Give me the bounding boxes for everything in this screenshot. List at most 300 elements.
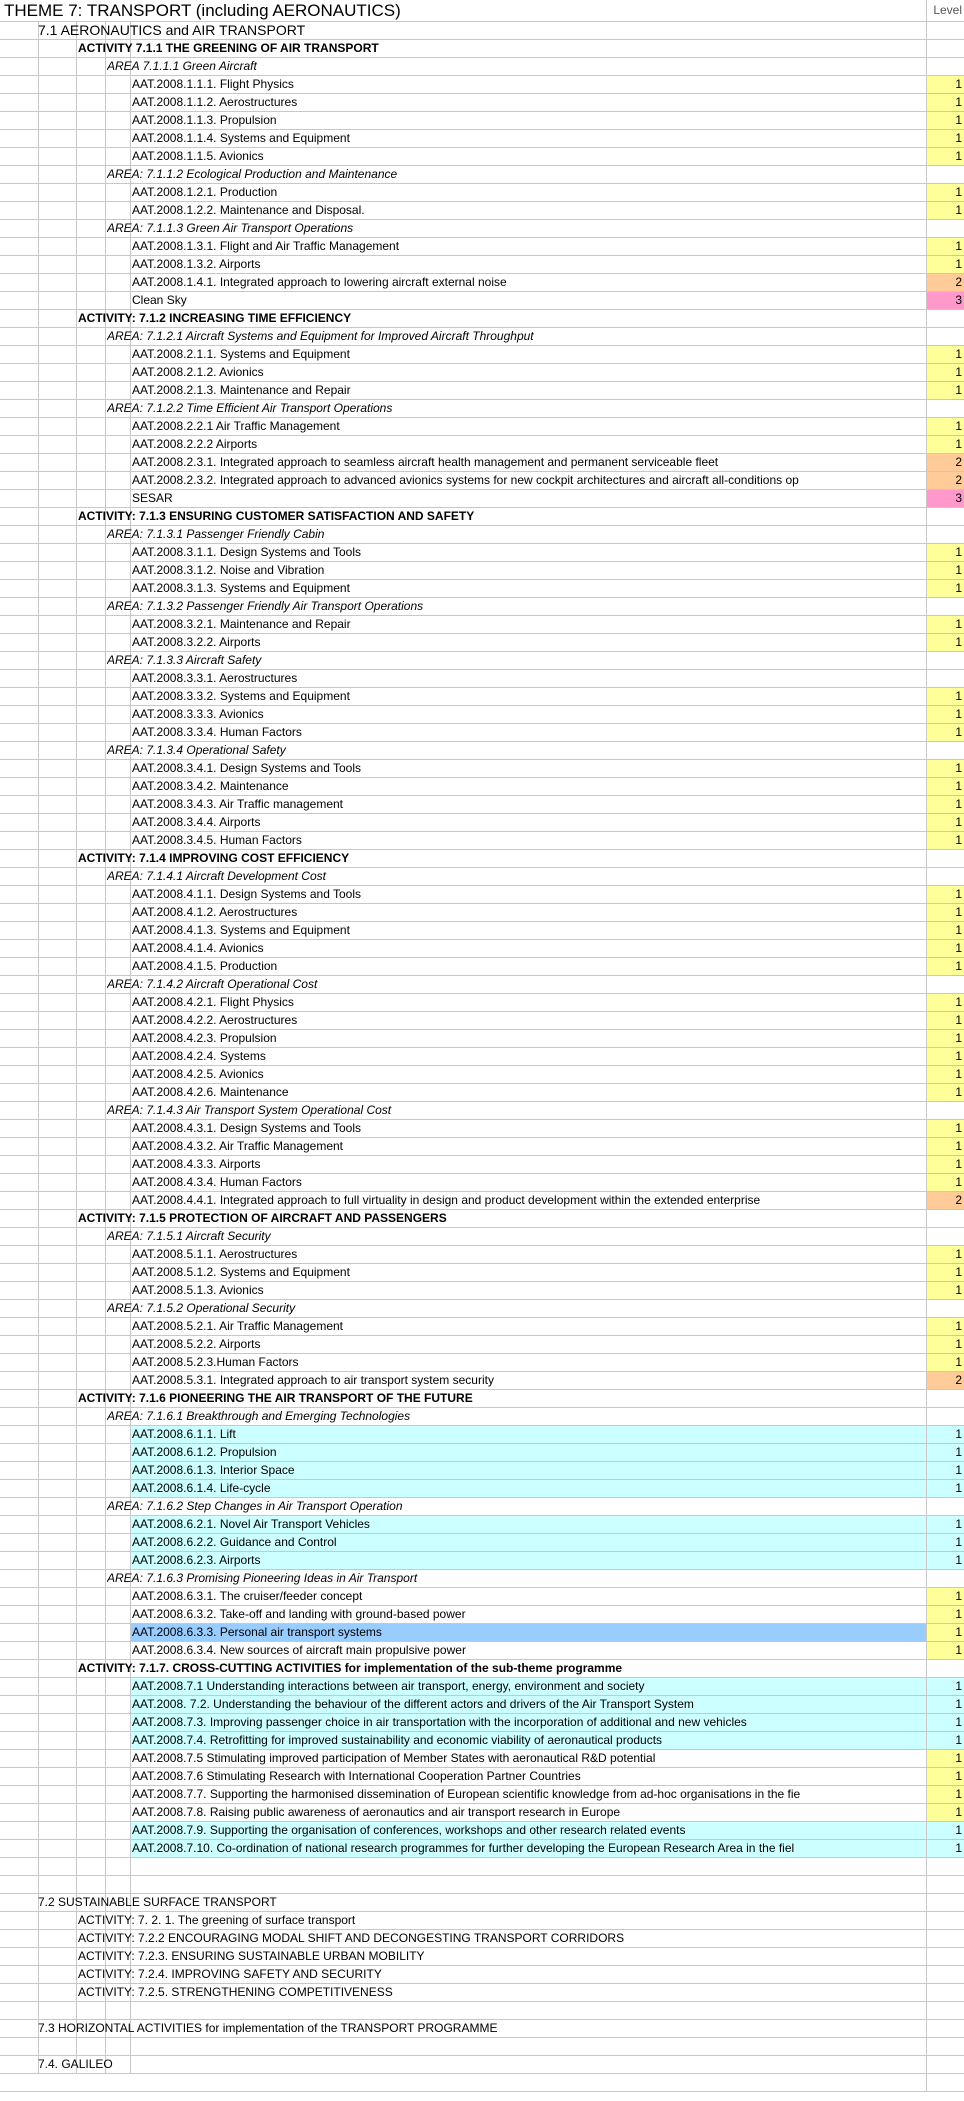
level-cell[interactable]: 3 (926, 490, 964, 507)
level-cell[interactable]: 1 (926, 1480, 964, 1497)
area-row[interactable] (0, 652, 964, 670)
activity-row[interactable] (0, 850, 964, 868)
topic-row[interactable] (0, 634, 964, 652)
level-cell[interactable] (926, 1390, 964, 1407)
topic-row[interactable] (0, 1354, 964, 1372)
column-gridline (76, 310, 77, 327)
topic-row[interactable] (0, 940, 964, 958)
level-cell[interactable]: 1 (926, 616, 964, 633)
level-cell[interactable] (926, 310, 964, 327)
column-gridline (130, 1786, 131, 1803)
column-gridline (38, 1102, 39, 1119)
level-cell[interactable] (926, 166, 964, 183)
level-cell[interactable] (926, 1408, 964, 1425)
topic-row[interactable] (0, 1192, 964, 1210)
level-cell[interactable]: 1 (926, 94, 964, 111)
level-cell[interactable]: 1 (926, 1138, 964, 1155)
column-gridline (38, 760, 39, 777)
section-row[interactable] (0, 1894, 964, 1912)
topic-row[interactable] (0, 1372, 964, 1390)
level-cell[interactable]: 1 (926, 1066, 964, 1083)
topic-row[interactable] (0, 1156, 964, 1174)
level-cell[interactable] (926, 1894, 964, 1911)
level-cell[interactable]: 1 (926, 1822, 964, 1839)
topic-row[interactable] (0, 256, 964, 274)
level-cell[interactable]: 1 (926, 1426, 964, 1443)
level-cell[interactable] (926, 1930, 964, 1947)
row-label: AAT.2008.4.2.4. Systems (132, 1049, 266, 1063)
topic-row[interactable] (0, 1732, 964, 1750)
level-cell[interactable]: 1 (926, 436, 964, 453)
topic-row[interactable] (0, 1048, 964, 1066)
area-row[interactable] (0, 1408, 964, 1426)
column-gridline (38, 1876, 39, 1893)
topic-row[interactable] (0, 922, 964, 940)
column-gridline (76, 1066, 77, 1083)
level-cell[interactable] (926, 598, 964, 615)
level-cell[interactable] (926, 652, 964, 669)
topic-row[interactable] (0, 94, 964, 112)
topic-row[interactable] (0, 274, 964, 292)
level-cell[interactable]: 1 (926, 1156, 964, 1173)
column-gridline (76, 418, 77, 435)
column-gridline (130, 1552, 131, 1569)
empty-row[interactable] (0, 2074, 964, 2092)
area-row[interactable] (0, 166, 964, 184)
topic-row[interactable] (0, 184, 964, 202)
topic-row[interactable] (0, 238, 964, 256)
topic-row[interactable] (0, 796, 964, 814)
blank-row[interactable] (0, 2038, 964, 2056)
level-cell[interactable] (926, 670, 964, 687)
column-gridline (130, 1336, 131, 1353)
area-row[interactable] (0, 1102, 964, 1120)
level-cell[interactable]: 1 (926, 1120, 964, 1137)
level-cell[interactable]: 1 (926, 1336, 964, 1353)
level-cell[interactable] (926, 850, 964, 867)
level-cell[interactable]: 1 (926, 1804, 964, 1821)
column-gridline (130, 832, 131, 849)
level-cell[interactable]: 1 (926, 148, 964, 165)
level-cell[interactable] (926, 40, 964, 57)
level-cell[interactable]: 1 (926, 346, 964, 363)
level-cell[interactable] (926, 1228, 964, 1245)
topic-row[interactable] (0, 1624, 964, 1642)
level-cell[interactable]: 1 (926, 1768, 964, 1785)
level-cell[interactable]: 1 (926, 1552, 964, 1569)
level-cell[interactable]: 1 (926, 1714, 964, 1731)
topic-row[interactable] (0, 1462, 964, 1480)
column-gridline (38, 2002, 39, 2019)
topic-row[interactable] (0, 1696, 964, 1714)
activity-row[interactable] (0, 310, 964, 328)
level-cell[interactable] (926, 1660, 964, 1677)
level-cell[interactable] (926, 1876, 964, 1893)
activity-row[interactable] (0, 1912, 964, 1930)
level-cell[interactable]: 1 (926, 1840, 964, 1857)
level-cell[interactable]: 2 (926, 454, 964, 471)
level-cell[interactable] (926, 2074, 964, 2091)
column-gridline (105, 1462, 106, 1479)
column-gridline (76, 580, 77, 597)
level-cell[interactable]: 1 (926, 1786, 964, 1803)
level-cell[interactable] (926, 2038, 964, 2055)
level-cell[interactable]: 1 (926, 778, 964, 795)
column-gridline (130, 1876, 131, 1893)
level-column-header[interactable]: Level (926, 0, 964, 21)
level-cell[interactable]: 3 (926, 292, 964, 309)
column-gridline (105, 1552, 106, 1569)
level-cell[interactable]: 1 (926, 1732, 964, 1749)
level-cell[interactable] (926, 1858, 964, 1875)
level-cell[interactable]: 1 (926, 382, 964, 399)
column-gridline (76, 1804, 77, 1821)
topic-row[interactable] (0, 544, 964, 562)
column-gridline (76, 814, 77, 831)
column-gridline (105, 994, 106, 1011)
activity-row[interactable] (0, 1966, 964, 1984)
topic-row[interactable] (0, 1714, 964, 1732)
level-cell[interactable]: 1 (926, 1354, 964, 1371)
topic-row[interactable] (0, 418, 964, 436)
topic-row[interactable] (0, 580, 964, 598)
topic-row[interactable] (0, 1768, 964, 1786)
topic-row[interactable] (0, 886, 964, 904)
level-cell[interactable]: 1 (926, 958, 964, 975)
level-cell[interactable] (926, 328, 964, 345)
topic-row[interactable] (0, 436, 964, 454)
topic-row[interactable] (0, 454, 964, 472)
topic-row[interactable] (0, 1030, 964, 1048)
topic-row[interactable] (0, 832, 964, 850)
level-cell[interactable]: 1 (926, 580, 964, 597)
topic-row[interactable] (0, 1678, 964, 1696)
row-label: AAT.2008.4.3.4. Human Factors (132, 1175, 302, 1189)
level-cell[interactable] (926, 1570, 964, 1587)
row-label: AAT.2008.4.3.3. Airports (132, 1157, 261, 1171)
area-row[interactable] (0, 220, 964, 238)
level-cell[interactable]: 1 (926, 994, 964, 1011)
topic-row[interactable] (0, 724, 964, 742)
area-row[interactable] (0, 868, 964, 886)
level-cell[interactable] (926, 2056, 964, 2073)
activity-row[interactable] (0, 40, 964, 58)
column-gridline (130, 1588, 131, 1605)
topic-row[interactable] (0, 1012, 964, 1030)
column-gridline (105, 976, 106, 993)
level-cell[interactable] (926, 22, 964, 39)
level-cell[interactable]: 1 (926, 256, 964, 273)
column-gridline (130, 1372, 131, 1389)
level-cell[interactable] (926, 400, 964, 417)
activity-row[interactable] (0, 1948, 964, 1966)
column-gridline (76, 1156, 77, 1173)
level-cell[interactable]: 1 (926, 940, 964, 957)
area-row[interactable] (0, 1228, 964, 1246)
column-gridline (38, 1210, 39, 1227)
level-cell[interactable]: 2 (926, 1372, 964, 1389)
level-cell[interactable] (926, 526, 964, 543)
level-cell[interactable]: 1 (926, 1516, 964, 1533)
column-gridline (105, 346, 106, 363)
topic-row[interactable] (0, 1750, 964, 1768)
column-gridline (76, 1858, 77, 1875)
area-row[interactable] (0, 598, 964, 616)
topic-row[interactable] (0, 616, 964, 634)
column-gridline (130, 1678, 131, 1695)
topic-row[interactable] (0, 1552, 964, 1570)
level-cell[interactable] (926, 1966, 964, 1983)
topic-row[interactable] (0, 76, 964, 94)
topic-row[interactable] (0, 778, 964, 796)
level-cell[interactable]: 1 (926, 1246, 964, 1263)
level-cell[interactable]: 2 (926, 472, 964, 489)
topic-row[interactable] (0, 760, 964, 778)
level-cell[interactable]: 1 (926, 886, 964, 903)
level-cell[interactable]: 1 (926, 634, 964, 651)
level-cell[interactable]: 1 (926, 184, 964, 201)
level-cell[interactable]: 1 (926, 1462, 964, 1479)
topic-row[interactable] (0, 1246, 964, 1264)
topic-row[interactable] (0, 1516, 964, 1534)
area-row[interactable] (0, 1498, 964, 1516)
area-row[interactable] (0, 976, 964, 994)
column-gridline (130, 1048, 131, 1065)
topic-row[interactable] (0, 1336, 964, 1354)
topic-row[interactable] (0, 904, 964, 922)
activity-row[interactable] (0, 1660, 964, 1678)
topic-row[interactable] (0, 814, 964, 832)
level-cell[interactable]: 1 (926, 1030, 964, 1047)
level-cell[interactable]: 1 (926, 1318, 964, 1335)
level-cell[interactable]: 1 (926, 760, 964, 777)
column-gridline (38, 184, 39, 201)
level-cell[interactable]: 1 (926, 1588, 964, 1605)
activity-row[interactable] (0, 508, 964, 526)
topic-row[interactable] (0, 562, 964, 580)
level-cell[interactable]: 1 (926, 1624, 964, 1641)
level-cell[interactable]: 1 (926, 1282, 964, 1299)
row-label: AREA: 7.1.3.4 Operational Safety (107, 743, 286, 757)
level-cell[interactable]: 1 (926, 1174, 964, 1191)
level-cell[interactable]: 1 (926, 238, 964, 255)
row-label: AREA: 7.1.2.2 Time Efficient Air Transport Operations (107, 401, 393, 415)
column-gridline (105, 724, 106, 741)
topic-row[interactable] (0, 1066, 964, 1084)
row-label: AAT.2008.1.4.1. Integrated approach to lowering aircraft external noise (132, 275, 507, 289)
column-gridline (76, 958, 77, 975)
topic-row[interactable] (0, 958, 964, 976)
topic-row[interactable] (0, 292, 964, 310)
column-gridline (38, 778, 39, 795)
column-gridline (130, 1624, 131, 1641)
row-label: AAT.2008.1.3.2. Airports (132, 257, 261, 271)
topic-row[interactable] (0, 1174, 964, 1192)
column-gridline (130, 1534, 131, 1551)
activity-row[interactable] (0, 1984, 964, 2002)
blank-row[interactable] (0, 1858, 964, 1876)
area-row[interactable] (0, 526, 964, 544)
level-cell[interactable]: 1 (926, 1048, 964, 1065)
column-gridline (105, 94, 106, 111)
row-label: AAT.2008.5.1.2. Systems and Equipment (132, 1265, 350, 1279)
level-cell[interactable]: 1 (926, 706, 964, 723)
row-label: AAT.2008.6.2.2. Guidance and Control (132, 1535, 337, 1549)
topic-row[interactable] (0, 1264, 964, 1282)
row-label: AAT.2008.4.3.1. Design Systems and Tools (132, 1121, 362, 1135)
column-gridline (76, 1516, 77, 1533)
level-cell[interactable]: 1 (926, 688, 964, 705)
level-cell[interactable]: 1 (926, 418, 964, 435)
level-cell[interactable]: 1 (926, 724, 964, 741)
level-cell[interactable]: 1 (926, 1606, 964, 1623)
level-cell[interactable] (926, 2002, 964, 2019)
level-cell[interactable] (926, 1498, 964, 1515)
level-cell[interactable] (926, 1210, 964, 1227)
topic-row[interactable] (0, 1282, 964, 1300)
column-gridline (105, 1372, 106, 1389)
column-gridline (130, 1732, 131, 1749)
column-gridline (38, 922, 39, 939)
topic-row[interactable] (0, 202, 964, 220)
level-cell[interactable] (926, 1948, 964, 1965)
topic-row[interactable] (0, 490, 964, 508)
level-cell[interactable] (926, 742, 964, 759)
level-cell[interactable]: 1 (926, 1534, 964, 1551)
area-row[interactable] (0, 58, 964, 76)
column-gridline (38, 1804, 39, 1821)
level-cell[interactable] (926, 1300, 964, 1317)
level-cell[interactable] (926, 1912, 964, 1929)
topic-row[interactable] (0, 1480, 964, 1498)
row-label: AAT.2008.3.3.2. Systems and Equipment (132, 689, 350, 703)
topic-row[interactable] (0, 1138, 964, 1156)
topic-row[interactable] (0, 1318, 964, 1336)
area-row[interactable] (0, 328, 964, 346)
activity-row[interactable] (0, 1390, 964, 1408)
level-cell[interactable] (926, 868, 964, 885)
area-row[interactable] (0, 1570, 964, 1588)
topic-row[interactable] (0, 1534, 964, 1552)
row-label: 7.1 AERONAUTICS and AIR TRANSPORT (38, 22, 306, 38)
level-cell[interactable] (926, 1984, 964, 2001)
column-gridline (38, 724, 39, 741)
level-cell[interactable]: 1 (926, 364, 964, 381)
level-cell[interactable]: 1 (926, 1750, 964, 1767)
activity-row[interactable] (0, 1210, 964, 1228)
topic-row[interactable] (0, 1426, 964, 1444)
topic-row[interactable] (0, 346, 964, 364)
level-cell[interactable]: 1 (926, 130, 964, 147)
topic-row[interactable] (0, 364, 964, 382)
topic-row[interactable] (0, 148, 964, 166)
topic-row[interactable] (0, 688, 964, 706)
column-gridline (76, 1318, 77, 1335)
level-cell[interactable]: 1 (926, 112, 964, 129)
column-gridline (38, 706, 39, 723)
topic-row[interactable] (0, 1120, 964, 1138)
topic-row[interactable] (0, 130, 964, 148)
topic-row[interactable] (0, 1840, 964, 1858)
level-cell[interactable]: 1 (926, 76, 964, 93)
column-gridline (105, 1246, 106, 1263)
level-cell[interactable]: 2 (926, 1192, 964, 1209)
level-cell[interactable] (926, 976, 964, 993)
theme-row[interactable] (0, 0, 964, 22)
topic-row[interactable] (0, 706, 964, 724)
level-cell[interactable]: 1 (926, 922, 964, 939)
section-row[interactable] (0, 2020, 964, 2038)
column-gridline (38, 112, 39, 129)
level-cell[interactable]: 1 (926, 1696, 964, 1713)
level-cell[interactable] (926, 58, 964, 75)
section-row[interactable] (0, 22, 964, 40)
blank-row[interactable] (0, 1876, 964, 1894)
topic-row[interactable] (0, 1822, 964, 1840)
section-row[interactable] (0, 2056, 964, 2074)
column-gridline (38, 688, 39, 705)
level-cell[interactable] (926, 220, 964, 237)
level-cell[interactable]: 1 (926, 1678, 964, 1695)
column-gridline (105, 148, 106, 165)
level-cell[interactable]: 1 (926, 562, 964, 579)
topic-row[interactable] (0, 1588, 964, 1606)
level-cell[interactable]: 1 (926, 796, 964, 813)
topic-row[interactable] (0, 1804, 964, 1822)
level-cell[interactable]: 1 (926, 1084, 964, 1101)
column-gridline (105, 1804, 106, 1821)
topic-row[interactable] (0, 1444, 964, 1462)
level-cell[interactable]: 2 (926, 274, 964, 291)
level-cell[interactable]: 1 (926, 814, 964, 831)
topic-row[interactable] (0, 382, 964, 400)
area-row[interactable] (0, 742, 964, 760)
topic-row[interactable] (0, 472, 964, 490)
topic-row[interactable] (0, 994, 964, 1012)
row-label: AAT.2008.5.2.3.Human Factors (132, 1355, 299, 1369)
topic-row[interactable] (0, 670, 964, 688)
row-label: ACTIVITY: 7. 2. 1. The greening of surface transport (78, 1913, 356, 1927)
level-cell[interactable] (926, 508, 964, 525)
column-gridline (105, 922, 106, 939)
level-cell[interactable]: 1 (926, 832, 964, 849)
topic-row[interactable] (0, 1642, 964, 1660)
topic-row[interactable] (0, 1606, 964, 1624)
blank-row[interactable] (0, 2002, 964, 2020)
row-label: AAT.2008.4.2.1. Flight Physics (132, 995, 294, 1009)
level-cell[interactable] (926, 1102, 964, 1119)
level-cell[interactable]: 1 (926, 1012, 964, 1029)
level-cell[interactable]: 1 (926, 1642, 964, 1659)
level-cell[interactable]: 1 (926, 544, 964, 561)
level-cell[interactable]: 1 (926, 202, 964, 219)
activity-row[interactable] (0, 1930, 964, 1948)
column-gridline (76, 1048, 77, 1065)
column-gridline (38, 166, 39, 183)
level-cell[interactable]: 1 (926, 1264, 964, 1281)
level-cell[interactable] (926, 2020, 964, 2037)
column-gridline (130, 1480, 131, 1497)
topic-row[interactable] (0, 1084, 964, 1102)
level-cell[interactable]: 1 (926, 904, 964, 921)
row-label: AREA: 7.1.6.1 Breakthrough and Emerging Technologies (107, 1409, 411, 1423)
area-row[interactable] (0, 1300, 964, 1318)
topic-row[interactable] (0, 1786, 964, 1804)
level-cell[interactable]: 1 (926, 1444, 964, 1461)
area-row[interactable] (0, 400, 964, 418)
column-gridline (130, 454, 131, 471)
topic-row[interactable] (0, 112, 964, 130)
